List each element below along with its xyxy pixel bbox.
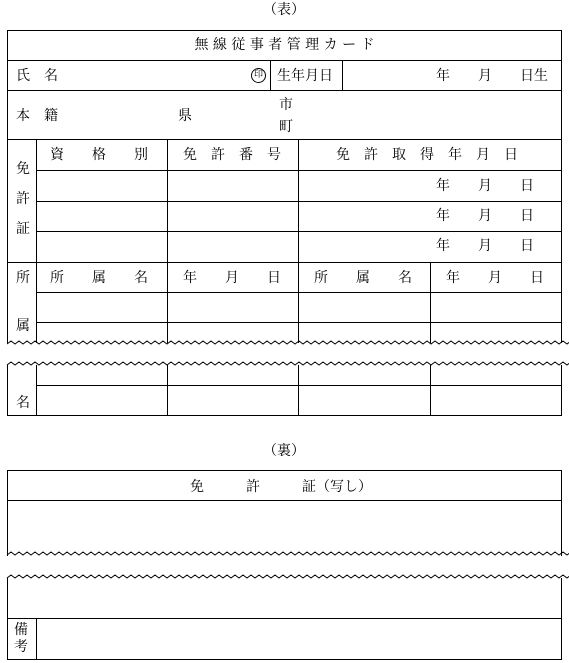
card-title: 無 線 従 事 者 管 理 カ ー ド xyxy=(194,37,375,53)
remarks-label xyxy=(10,622,32,656)
cell-divider xyxy=(270,60,271,90)
column-divider xyxy=(430,262,431,343)
column-divider xyxy=(167,365,168,415)
license-side-char: 証 xyxy=(16,221,30,237)
row-divider xyxy=(36,170,562,171)
license-date-placeholder: 年 月 日 xyxy=(436,208,534,224)
card-top-border xyxy=(7,470,562,471)
column-divider xyxy=(298,262,299,343)
column-divider xyxy=(36,262,37,343)
row-divider xyxy=(7,500,562,501)
card-bottom-border xyxy=(7,659,562,660)
column-divider xyxy=(298,365,299,415)
card-bottom-border xyxy=(7,415,562,416)
card-right-border xyxy=(561,30,562,343)
row-divider xyxy=(7,90,562,91)
row-divider xyxy=(36,231,562,232)
row-divider xyxy=(36,322,562,323)
row-divider xyxy=(7,60,562,61)
affiliation-side-char: 属 xyxy=(16,318,30,334)
seal-mark xyxy=(251,68,266,83)
license-side-char: 許 xyxy=(16,191,30,207)
cell-divider xyxy=(342,60,343,90)
card-left-border xyxy=(7,30,8,343)
affiliation-header-name: 所 属 名 xyxy=(314,270,412,286)
affiliation-header-date: 年 月 日 xyxy=(183,270,281,286)
seal-mark-text: 印 xyxy=(253,70,263,80)
license-header-qualification: 資 格 別 xyxy=(50,147,148,163)
card-left-border xyxy=(7,365,8,415)
column-divider xyxy=(36,618,37,659)
card-top-border xyxy=(7,30,562,31)
table-break-wave xyxy=(0,550,569,580)
license-copy-title: 免 許 証（写し） xyxy=(190,479,372,495)
affiliation-header-name: 所 属 名 xyxy=(50,270,148,286)
affiliation-side-char: 所 xyxy=(16,270,30,286)
license-side-char: 免 xyxy=(16,161,30,177)
card-right-border xyxy=(561,470,562,556)
license-date-placeholder: 年 月 日 xyxy=(436,178,534,194)
license-header-acquired: 免 許 取 得 年 月 日 xyxy=(336,147,518,163)
license-header-number: 免 許 番 号 xyxy=(183,147,281,163)
birth-date-placeholder: 年 月 日生 xyxy=(436,68,548,84)
card-right-border xyxy=(561,365,562,415)
name-label: 氏 名 xyxy=(16,68,58,84)
row-divider xyxy=(7,262,562,263)
prefecture-label: 県 xyxy=(178,108,192,124)
remarks-label-text: 備考 xyxy=(14,622,28,655)
birth-date-label: 生年月日 xyxy=(277,68,333,84)
column-divider xyxy=(36,365,37,415)
domicile-label: 本 籍 xyxy=(16,108,58,124)
license-date-placeholder: 年 月 日 xyxy=(436,238,534,254)
affiliation-side-char: 名 xyxy=(16,395,30,411)
row-divider xyxy=(7,139,562,140)
town-label: 町 xyxy=(279,119,293,135)
card-left-border xyxy=(7,470,8,556)
row-divider xyxy=(7,618,562,619)
table-break-wave xyxy=(0,338,569,368)
row-divider xyxy=(36,292,562,293)
back-side-label: （裏） xyxy=(263,443,305,459)
column-divider xyxy=(167,262,168,343)
row-divider xyxy=(36,385,562,386)
row-divider xyxy=(36,201,562,202)
city-label: 市 xyxy=(279,97,293,113)
front-side-label: （表） xyxy=(263,2,305,18)
affiliation-header-date: 年 月 日 xyxy=(446,270,544,286)
column-divider xyxy=(430,365,431,415)
